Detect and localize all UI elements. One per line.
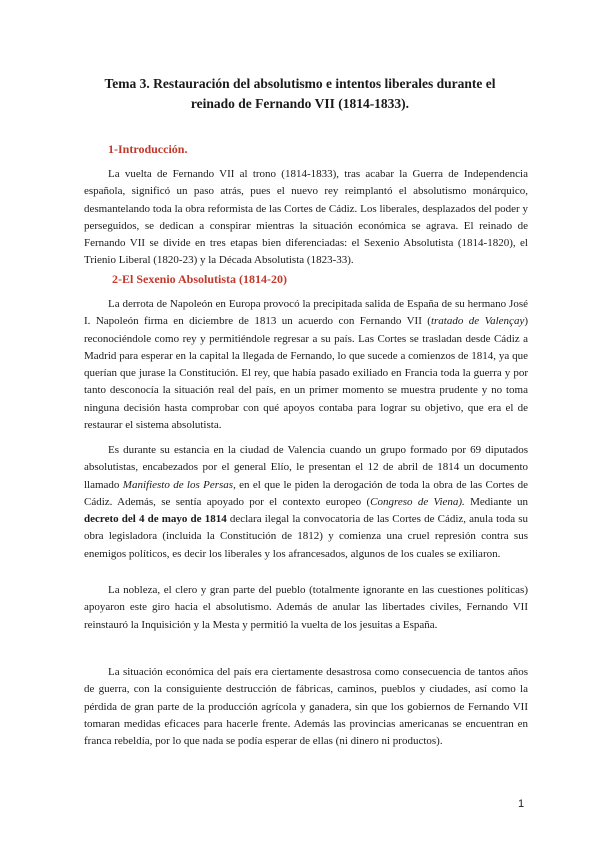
page-number: 1 bbox=[518, 798, 525, 810]
document-title bbox=[60, 74, 540, 114]
p3-text-b: en el que le piden la derogación de toda la obra de las Cortes de Cádiz. Además, se sentía apoyado por el contexto europeo ( bbox=[84, 478, 529, 508]
section-heading-sexenio: 2-El Sexenio Absolutista (1814-20) bbox=[112, 272, 288, 286]
p3-italic-manifiesto: Manifiesto de los Persas, bbox=[122, 478, 236, 491]
p3-text-d: declara ilegal la convocatoria de las Cortes de Cádiz, anula toda su obra legisladora (incluida la Constitución de 1812) y comienza una cruel represión contra sus enemigos políticos, es decir los liberales y los afrancesados, algunos de los cuales se exiliaron. bbox=[84, 513, 528, 560]
title-line-1: Tema 3. Restauración del absolutismo e intentos liberales durante el bbox=[104, 76, 496, 91]
paragraph-nobleza: La nobleza, el clero y gran parte del pueblo (totalmente ignorante en las cuestiones políticas) apoyaron este giro hacia el absolutismo. Además de anular las libertades civiles, Fernando VII reinstauró la Inquisición y la Mesta y permitió la vuelta de los jesuitas a España. bbox=[84, 584, 528, 631]
title-line-2: reinado de Fernando VII (1814-1833). bbox=[190, 96, 410, 111]
p3-bold-decreto: decreto del 4 de mayo de 1814 bbox=[84, 513, 227, 526]
paragraph-situacion-economica: La situación económica del país era ciertamente desastrosa como consecuencia de tantos años de guerra, con la consiguiente destrucción de fábricas, caminos, pueblos y ciudades, así como la pérdida de gran parte de la producción agrícola y ganadera, sin que los gobiernos de Fernando VII tomaran medidas eficaces para hacerle frente. Además las provincias americanas se encuentran en franca rebeldía, por lo que nada se podía esperar de ellas (ni dinero ni productos). bbox=[84, 666, 528, 748]
p2-text-b: ) reconociéndole como rey y permitiéndole regresar a su país. Las Cortes se trasladan desde Cádiz a Madrid para esperar en la capital la llegada de Fernando, lo que sucede a comienzos de 1814, ya que querían que jurase la Constitución. El rey, que había pasado exiliado en Francia toda la guerra y por tanto desconocía la situación real del país, en un primer momento se muestra prudente y no toma ninguna decisión hasta comprobar con qué apoyos contaba para lograr su objetivo, que era el de restaurar el sistema absolutista. bbox=[84, 315, 528, 432]
paragraph-introduccion: La vuelta de Fernando VII al trono (1814-1833), tras acabar la Guerra de Independencia española, significó un paso atrás, pues el nuevo rey reimplantó el absolutismo monárquico, desmantelando toda la obra reformista de las Cortes de Cádiz. Los liberales, desplazados del poder y perseguidos, se dedican a conspirar mientras la situación económica se agrava. El reinado de Fernando VII se divide en tres etapas bien diferenciadas: el Sexenio Absolutista (1814-1820), el Trienio Liberal (1820-23) y la Década Absolutista (1823-33). bbox=[84, 168, 528, 267]
p3-italic-congreso: Congreso de Viena). bbox=[370, 495, 465, 508]
p2-text-a: La derrota de Napoleón en Europa provocó la precipitada salida de España de su hermano José I. Napoleón firma en diciembre de 1813 un acuerdo con Fernando VII ( bbox=[84, 298, 528, 328]
p2-italic-tratado: tratado de Valençay bbox=[430, 315, 525, 328]
p3-text-c: Mediante un bbox=[464, 495, 528, 508]
paragraph-valencia bbox=[84, 442, 528, 563]
section-heading-introduccion: 1-Introducción. bbox=[108, 142, 188, 156]
paragraph-derrota-napoleon bbox=[84, 296, 528, 434]
p3-text-a: Es durante su estancia en la ciudad de Valencia cuando un grupo formado por 69 diputados absolutistas, encabezados por el general Elío, le presentan el 12 de abril de 1814 un documento llamado bbox=[84, 444, 528, 491]
